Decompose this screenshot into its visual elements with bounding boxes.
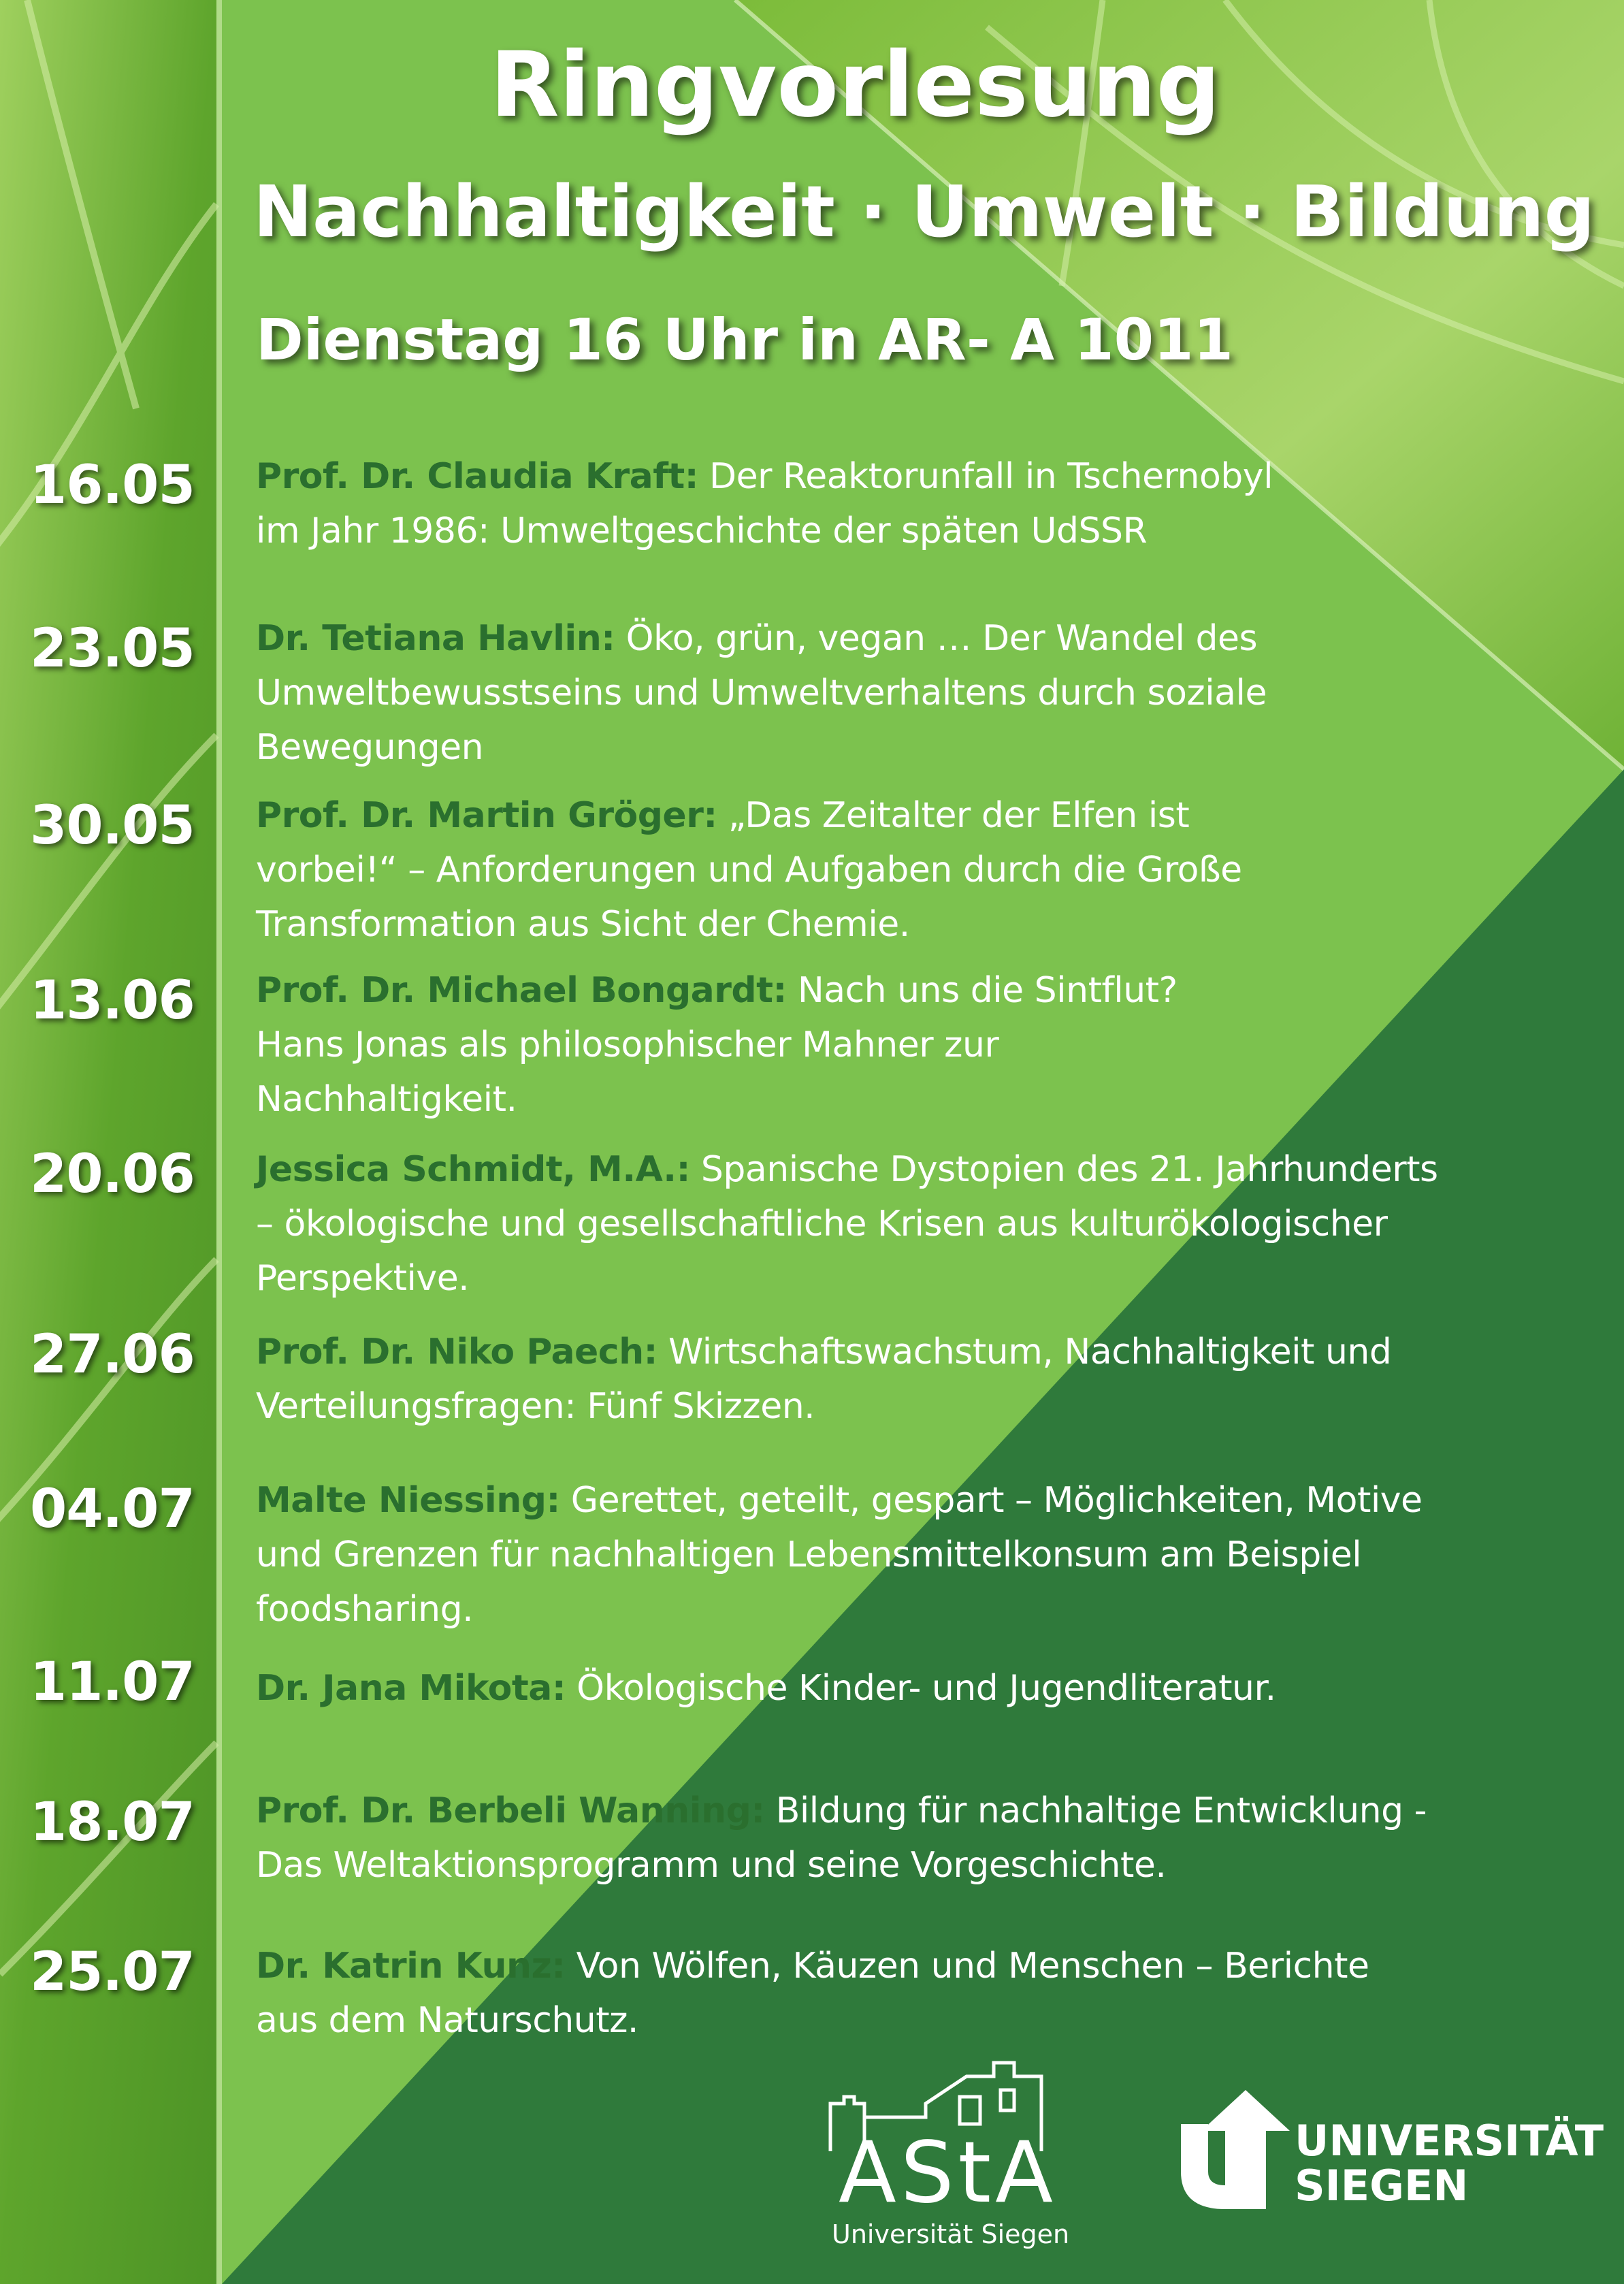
- talk-title-line: Ökologische Kinder- und Jugendliteratur.: [576, 1668, 1276, 1709]
- talk-date: 04.07: [30, 1479, 195, 1540]
- talk-title-line: Perspektive.: [256, 1258, 470, 1299]
- talk-title-line: Nach uns die Sintflut?: [797, 970, 1178, 1011]
- talk-title-line: Bewegungen: [256, 727, 484, 768]
- talk-item: [256, 611, 1481, 775]
- university-name: [1295, 2116, 1604, 2210]
- talk-title-line: Nachhaltigkeit.: [256, 1079, 517, 1120]
- university-name-line: SIEGEN: [1295, 2161, 1469, 2210]
- talk-date: 20.06: [30, 1144, 195, 1205]
- talk-date: 18.07: [30, 1792, 195, 1853]
- talk-speaker: Prof. Dr. Niko Paech:: [256, 1332, 657, 1372]
- talk-speaker: Dr. Katrin Kunz:: [256, 1946, 566, 1987]
- talk-title-line: foodsharing.: [256, 1589, 474, 1630]
- talk-title-line: Transformation aus Sicht der Chemie.: [256, 904, 910, 945]
- talk-speaker: Dr. Tetiana Havlin:: [256, 618, 615, 659]
- asta-subtitle: Universität Siegen: [832, 2219, 1070, 2249]
- talk-title-line: „Das Zeitalter der Elfen ist: [728, 795, 1190, 836]
- talk-item: [256, 1661, 1481, 1716]
- talk-item: [256, 1784, 1481, 1893]
- talk-speaker: Prof. Dr. Martin Gröger:: [256, 795, 717, 836]
- talk-speaker: Jessica Schmidt, M.A.:: [256, 1149, 690, 1190]
- talk-title-line: – ökologische und gesellschaftliche Krisen aus kulturökologischer: [256, 1204, 1388, 1244]
- talk-item: [256, 1142, 1481, 1306]
- talk-date: 25.07: [30, 1942, 195, 2003]
- asta-wordmark: AStA: [839, 2124, 1057, 2222]
- talk-title-line: Hans Jonas als philosophischer Mahner zur: [256, 1025, 999, 1065]
- talk-speaker: Malte Niessing:: [256, 1480, 560, 1521]
- talk-date: 27.06: [30, 1324, 195, 1385]
- talk-speaker: Prof. Dr. Claudia Kraft:: [256, 456, 699, 497]
- talk-title-line: aus dem Naturschutz.: [256, 2000, 638, 2041]
- poster-subtitle: Nachhaltigkeit · Umwelt · Bildung: [253, 170, 1595, 253]
- talk-title-line: Bildung für nachhaltige Entwicklung -: [775, 1790, 1427, 1831]
- talk-title-line: Gerettet, geteilt, gespart – Möglichkeiten, Motive: [570, 1480, 1423, 1521]
- talk-item: [256, 1325, 1481, 1434]
- talk-date: 13.06: [30, 970, 195, 1031]
- talk-title-line: Spanische Dystopien des 21. Jahrhunderts: [700, 1149, 1438, 1190]
- talk-title-line: Wirtschaftswachstum, Nachhaltigkeit und: [668, 1332, 1392, 1372]
- talk-speaker: Dr. Jana Mikota:: [256, 1668, 566, 1709]
- talk-item: [256, 963, 1481, 1127]
- talk-title-line: Verteilungsfragen: Fünf Skizzen.: [256, 1386, 815, 1427]
- university-siegen-logo-icon: [1174, 2090, 1290, 2213]
- talk-date: 16.05: [30, 455, 195, 516]
- talk-title-line: Von Wölfen, Käuzen und Menschen – Berichte: [576, 1946, 1369, 1987]
- talk-title-line: im Jahr 1986: Umweltgeschichte der späten UdSSR: [256, 511, 1148, 551]
- talk-speaker: Prof. Dr. Berbeli Wanning:: [256, 1790, 765, 1831]
- talk-date: 11.07: [30, 1652, 195, 1713]
- university-name-line: UNIVERSITÄT: [1295, 2116, 1604, 2166]
- schedule-line: Dienstag 16 Uhr in AR- A 1011: [256, 306, 1233, 373]
- talk-item: [256, 788, 1481, 952]
- talk-title-line: Umweltbewusstseins und Umweltverhaltens durch soziale: [256, 673, 1267, 713]
- talk-item: [256, 449, 1481, 558]
- talk-title-line: vorbei!“ – Anforderungen und Aufgaben durch die Große: [256, 850, 1242, 890]
- talk-item: [256, 1939, 1481, 2048]
- talk-title-line: Der Reaktorunfall in Tschernobyl: [709, 456, 1273, 497]
- poster-title: Ringvorlesung: [490, 33, 1220, 138]
- talk-title-line: Das Weltaktionsprogramm und seine Vorgeschichte.: [256, 1845, 1167, 1886]
- talk-speaker: Prof. Dr. Michael Bongardt:: [256, 970, 787, 1011]
- talk-item: [256, 1473, 1481, 1637]
- left-divider: [216, 0, 222, 2284]
- talk-title-line: und Grenzen für nachhaltigen Lebensmittelkonsum am Beispiel: [256, 1534, 1362, 1575]
- talk-title-line: Öko, grün, vegan … Der Wandel des: [626, 618, 1258, 659]
- asta-logo: [824, 2049, 1082, 2253]
- talk-date: 30.05: [30, 795, 195, 856]
- talk-date: 23.05: [30, 618, 195, 679]
